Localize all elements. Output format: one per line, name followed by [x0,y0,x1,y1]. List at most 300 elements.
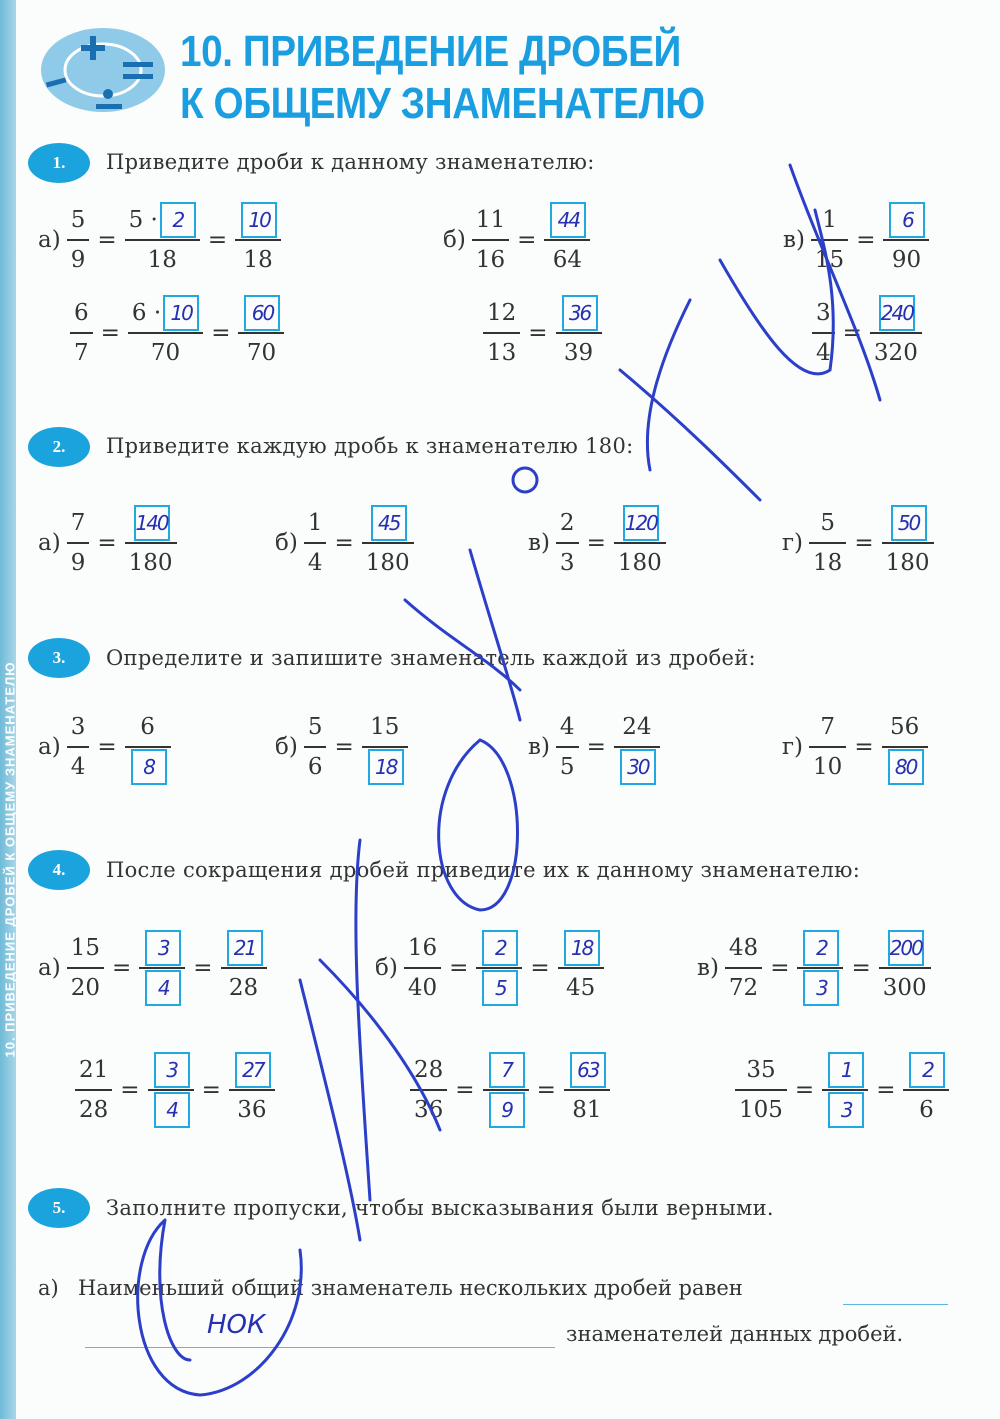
fraction [70,294,93,372]
answer-box[interactable]: 3 [803,970,839,1006]
fraction-equation [275,708,408,786]
numerator [304,708,327,746]
numerator [483,294,520,332]
blank-line-2[interactable] [85,1347,555,1348]
task-1-text: Приведите дроби к данному знаменателю: [106,150,595,174]
numerator-value: 48 [728,935,759,961]
numerator-value: 15 [70,935,100,961]
task-number-badge: 4. [28,850,90,890]
equals-sign: = [530,954,550,981]
numerator [816,708,839,746]
denominator [67,544,90,582]
denominator [67,969,104,1007]
denominator [148,1091,194,1129]
fraction [725,929,762,1007]
title-line-1: 10. ПРИВЕДЕНИЕ ДРОБЕЙ [180,27,681,76]
answer-box[interactable]: 5 [482,970,518,1006]
fraction [614,504,666,582]
numerator [125,201,200,239]
denominator-value: 9 [70,549,86,576]
denominator [483,334,520,372]
denominator-value: 64 [552,246,583,273]
fraction-equation [70,294,284,372]
denominator-value: 300 [882,974,927,1001]
answer-box[interactable]: 140 [134,505,170,541]
equals-sign: = [193,954,213,981]
equals-sign: = [517,226,537,253]
numerator [472,201,509,239]
fraction [125,201,200,279]
numerator [618,708,655,746]
equals-sign: = [201,1076,221,1103]
denominator [225,969,262,1007]
handwritten-answer: НОК [207,1310,266,1340]
numerator [556,504,579,542]
task-number-badge: 3. [28,638,90,678]
denominator-value: 180 [365,549,410,576]
denominator [882,544,934,582]
denominator [304,544,327,582]
answer-box[interactable]: 10 [241,202,277,238]
numerator [67,929,104,967]
fraction-equation [410,1051,610,1129]
answer-box[interactable]: 240 [879,295,915,331]
denominator [888,241,925,279]
equals-sign: = [536,1076,556,1103]
task-number-badge: 5. [28,1188,90,1228]
denominator-value: 13 [487,339,517,366]
fraction [235,201,281,279]
equals-sign: = [97,733,117,760]
answer-box[interactable]: 50 [891,505,927,541]
denominator [304,748,327,786]
denominator [240,241,277,279]
numerator-value: 16 [407,935,438,961]
denominator-value: 16 [475,246,506,273]
denominator-value: 105 [739,1096,783,1123]
denominator [362,748,408,786]
fraction [476,929,522,1007]
fraction-equation [443,201,590,279]
answer-box[interactable]: 2 [909,1052,945,1088]
numerator [366,708,403,746]
equals-sign: = [586,529,606,556]
fraction-equation [782,708,928,786]
answer-box[interactable]: 27 [235,1052,271,1088]
numerator [139,929,185,967]
numerator [822,1051,868,1089]
numerator-value: 15 [370,714,400,740]
denominator-value: 3 [559,549,575,576]
item-label: г) [782,733,804,760]
denominator-value: 39 [563,339,594,366]
denominator-value: 28 [79,1096,109,1123]
equals-sign: = [100,319,120,346]
numerator-value: 56 [889,714,920,740]
numerator [404,929,441,967]
denominator-value: 5 [559,753,575,780]
numerator [883,201,929,239]
fraction-equation [38,708,171,786]
equals-sign: = [334,733,354,760]
denominator [809,544,846,582]
denominator-value: 320 [873,339,918,366]
answer-box[interactable]: 200 [888,930,924,966]
title-line-2: К ОБЩЕМУ ЗНАМЕНАТЕЛЮ [180,79,705,128]
denominator-value: 9 [70,246,86,273]
answer-box[interactable]: 3 [145,930,181,966]
fraction [75,1051,112,1129]
fraction-equation [38,929,267,1007]
denominator [797,969,843,1007]
task-3-text: Определите и запишите знаменатель каждой из дробей: [106,646,756,670]
equals-sign: = [97,529,117,556]
numerator-value: 5 · [128,207,158,233]
denominator [144,241,181,279]
numerator-value: 5 [820,510,835,536]
fraction [882,708,928,786]
fraction-equation [38,201,281,279]
fraction [221,929,267,1007]
fraction [472,201,509,279]
equals-sign: = [851,954,871,981]
denominator [811,241,848,279]
equals-sign: = [207,226,228,253]
numerator [558,929,604,967]
denominator [735,1091,787,1129]
denominator-value: 28 [228,974,259,1001]
fraction [879,929,931,1007]
denominator [233,1091,270,1129]
equals-sign: = [528,319,548,346]
answer-box[interactable]: 80 [888,749,924,785]
fraction [238,294,284,372]
fraction-equation [697,929,931,1007]
numerator [238,294,284,332]
fraction-equation [483,294,602,372]
fraction [304,504,327,582]
denominator-value: 45 [566,974,596,1001]
denominator-value: 81 [572,1096,602,1123]
numerator [797,929,843,967]
fraction-equation [528,504,666,582]
numerator [67,708,90,746]
fraction [870,294,922,372]
numerator [67,201,90,239]
answer-box[interactable]: 63 [570,1052,606,1088]
numerator [816,504,839,542]
answer-box[interactable]: 9 [489,1092,525,1128]
denominator [725,969,762,1007]
numerator [75,1051,112,1089]
denominator [70,334,93,372]
numerator-value: 1 [307,510,323,536]
fraction [809,504,846,582]
answer-box[interactable]: 36 [562,295,598,331]
fraction-equation [75,1051,275,1129]
numerator [885,504,931,542]
numerator [742,1051,779,1089]
fraction [556,294,602,372]
numerator-value: 2 [559,510,575,536]
numerator [812,294,835,332]
fraction [148,1051,194,1129]
fraction [67,929,104,1007]
denominator-value: 4 [816,339,831,366]
denominator [568,1091,605,1129]
task-5-text: Заполните пропуски, чтобы высказывания были верными. [106,1196,774,1220]
answer-box[interactable]: 18 [564,930,600,966]
math-operations-logo-icon [28,22,168,118]
numerator [229,1051,275,1089]
denominator-value: 18 [147,246,177,273]
fraction [229,1051,275,1129]
fraction [564,1051,610,1129]
answer-box[interactable]: 60 [244,295,280,331]
numerator-value: 24 [622,714,652,740]
denominator-value: 180 [617,549,662,576]
numerator-value: 11 [475,207,506,233]
denominator-value: 15 [814,246,845,273]
blank-line-1[interactable] [843,1304,948,1305]
denominator [556,544,579,582]
fraction [67,708,90,786]
numerator [556,294,602,332]
item-label: в) [783,226,805,253]
numerator [128,294,203,332]
denominator [125,544,177,582]
denominator [67,748,90,786]
numerator-value: 12 [487,300,517,326]
denominator [879,969,931,1007]
fraction [404,929,441,1007]
denominator [549,241,586,279]
numerator-value: 7 [70,510,86,536]
numerator [304,504,327,542]
equals-sign: = [449,954,469,981]
denominator [139,969,185,1007]
fraction [125,708,171,786]
numerator [221,929,267,967]
numerator-value: 6 [74,300,89,326]
item-label: г) [782,529,804,556]
denominator-value: 40 [407,974,438,1001]
fraction [614,708,660,786]
fraction [822,1051,868,1129]
answer-box[interactable]: 45 [371,505,407,541]
denominator-value: 180 [885,549,930,576]
numerator [235,201,281,239]
fraction [544,201,590,279]
numerator [564,1051,610,1089]
numerator-value: 4 [559,714,575,740]
fraction [362,504,414,582]
task-2-text: Приведите каждую дробь к знаменателю 180: [106,434,634,458]
numerator-value: 1 [822,207,837,233]
numerator [617,504,663,542]
answer-box[interactable]: 10 [163,295,199,331]
answer-box[interactable]: 4 [154,1092,190,1128]
fraction [797,929,843,1007]
fraction [362,708,408,786]
fraction [125,504,177,582]
fraction [67,504,90,582]
denominator [614,748,660,786]
denominator [410,1091,447,1129]
denominator [147,334,184,372]
denominator [556,748,579,786]
answer-box[interactable]: 7 [489,1052,525,1088]
numerator-value: 6 [140,714,155,740]
numerator [544,201,590,239]
fraction [483,1051,529,1129]
denominator [483,1091,529,1129]
answer-box[interactable]: 18 [368,749,404,785]
fraction [812,294,835,372]
denominator-value: 72 [728,974,759,1001]
denominator-value: 18 [243,246,273,273]
denominator-value: 20 [70,974,100,1001]
fraction [903,1051,949,1129]
answer-box[interactable]: 120 [623,505,659,541]
numerator [818,201,841,239]
denominator-value: 4 [307,549,323,576]
numerator [136,708,159,746]
equals-sign: = [856,226,876,253]
denominator [472,241,509,279]
equals-sign: = [876,1076,896,1103]
task-number-badge: 2. [28,427,90,467]
denominator-value: 36 [414,1096,444,1123]
answer-box[interactable]: 1 [828,1052,864,1088]
fraction [558,929,604,1007]
task-4-text: После сокращения дробей приведите их к данному знаменателю: [106,858,861,882]
equals-sign: = [455,1076,475,1103]
task-5a-text: Наименьший общий знаменатель нескольких дробей равен [78,1276,743,1300]
answer-box[interactable]: 2 [482,930,518,966]
numerator-value: 3 [70,714,86,740]
denominator [404,969,441,1007]
fraction-equation [812,294,922,372]
fraction [556,708,579,786]
denominator-value: 4 [70,753,86,780]
denominator [870,334,922,372]
answer-box[interactable]: 30 [620,749,656,785]
item-label: б) [443,226,466,253]
equals-sign: = [586,733,606,760]
denominator [125,748,171,786]
item-label: б) [375,954,398,981]
numerator [365,504,411,542]
fraction [882,504,934,582]
denominator [562,969,599,1007]
item-label: б) [275,529,298,556]
answer-box[interactable]: 6 [889,202,925,238]
task-5a-tail: знаменателей данных дробей. [566,1322,904,1346]
side-strip: 10. ПРИВЕДЕНИЕ ДРОБЕЙ К ОБЩЕМУ ЗНАМЕНАТЕЛЮ [0,0,16,1419]
numerator [128,504,174,542]
fraction-equation [528,708,660,786]
item-label: а) [38,529,61,556]
numerator [556,708,579,746]
equals-sign: = [854,529,874,556]
fraction [811,201,848,279]
denominator [75,1091,112,1129]
equals-sign: = [120,1076,140,1103]
page-title [180,26,705,130]
answer-box[interactable]: 2 [160,202,196,238]
denominator [822,1091,868,1129]
denominator [362,544,414,582]
task-number-badge: 1. [28,143,90,183]
denominator [809,748,846,786]
numerator-value: 35 [746,1057,776,1083]
fraction [883,201,929,279]
denominator [560,334,597,372]
item-label: в) [697,954,719,981]
equals-sign: = [97,226,117,253]
answer-box[interactable]: 4 [145,970,181,1006]
denominator-value: 90 [891,246,922,273]
item-label: в) [528,529,550,556]
numerator-value: 28 [414,1057,444,1083]
fraction-equation [275,504,414,582]
equals-sign: = [770,954,790,981]
equals-sign: = [842,319,862,346]
item-label: б) [275,733,298,760]
numerator [483,1051,529,1089]
denominator [812,334,835,372]
denominator-value: 70 [150,339,181,366]
numerator [410,1051,447,1089]
numerator-value: 6 · [131,300,162,326]
fraction [139,929,185,1007]
answer-box[interactable]: 44 [550,202,586,238]
numerator-value: 7 [820,714,835,740]
denominator-value: 10 [813,753,843,780]
answer-box[interactable]: 2 [803,930,839,966]
denominator-value: 18 [813,549,843,576]
fraction [556,504,579,582]
denominator [915,1091,938,1129]
denominator-value: 6 [919,1096,934,1123]
denominator [67,241,90,279]
fraction-equation [783,201,929,279]
item-label: а) [38,733,61,760]
numerator-value: 5 [70,207,86,233]
equals-sign: = [794,1076,815,1103]
task-5a-label: а) [38,1276,59,1300]
denominator [243,334,280,372]
fraction-equation [735,1051,949,1129]
numerator [70,294,93,332]
numerator [67,504,90,542]
denominator [882,748,928,786]
item-label: в) [528,733,550,760]
equals-sign: = [854,733,874,760]
answer-box[interactable]: 3 [828,1092,864,1128]
fraction-equation [375,929,604,1007]
denominator-value: 70 [246,339,277,366]
answer-box[interactable]: 3 [154,1052,190,1088]
answer-box[interactable]: 21 [227,930,263,966]
equals-sign: = [334,529,354,556]
equals-sign: = [111,954,132,981]
denominator-value: 36 [237,1096,267,1123]
numerator [903,1051,949,1089]
answer-box[interactable]: 8 [131,749,167,785]
item-label: а) [38,954,61,981]
